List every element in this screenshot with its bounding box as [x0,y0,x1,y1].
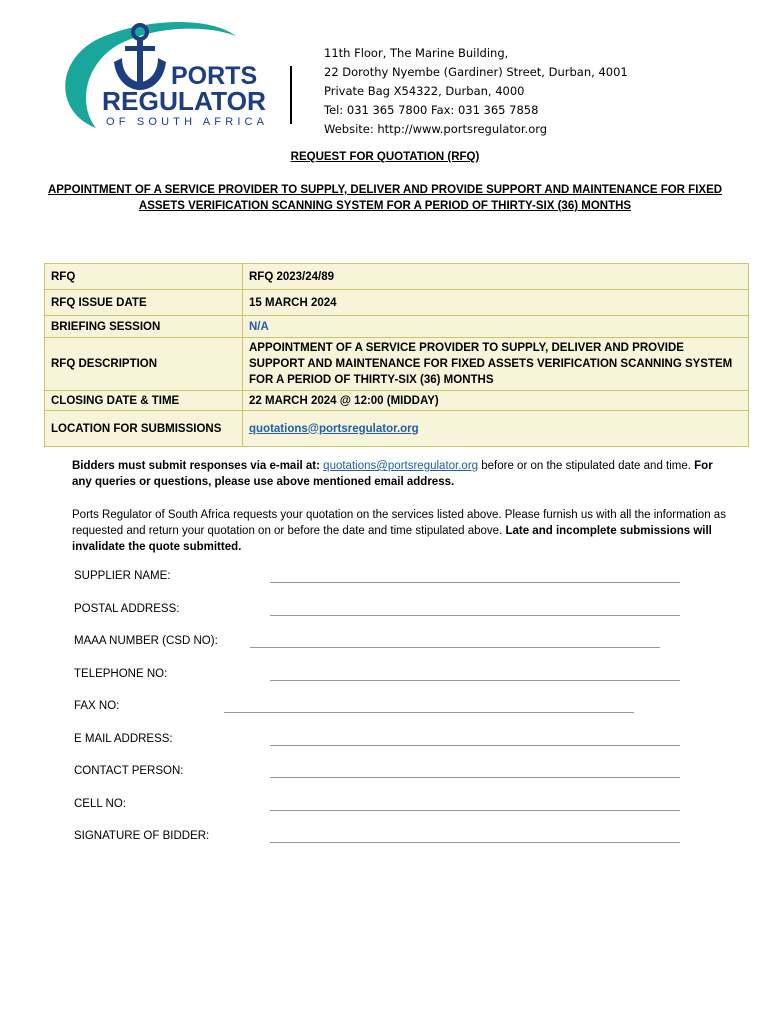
table-row [45,391,749,411]
fax-field[interactable] [224,712,634,713]
logo-ports-text: PORTS [171,62,258,90]
submission-location-cell [243,411,749,447]
form-row-maaa-number [74,635,714,668]
table-row [45,290,749,316]
telephone-field[interactable] [270,680,680,681]
address-block [324,44,628,139]
table-row [45,411,749,447]
logo-tagline: OF SOUTH AFRICA [106,116,264,128]
address-line: 22 Dorothy Nyembe (Gardiner) Street, Durban, 4001 [324,65,628,79]
form-row-email [74,733,714,766]
maaa-number-field[interactable] [250,647,660,648]
instructions-lead: Bidders must submit responses via e-mail at: [72,460,324,472]
logo-graphic [56,18,286,136]
closing-date-label: CLOSING DATE & TIME [45,391,243,411]
issue-date-value: 15 MARCH 2024 [243,290,749,316]
telephone-label: TELEPHONE NO: [74,667,168,680]
postal-address-field[interactable] [270,615,680,616]
postal-address-label: POSTAL ADDRESS: [74,602,180,615]
cell-label: CELL NO: [74,797,126,810]
form-row-supplier-name [74,570,714,603]
signature-label: SIGNATURE OF BIDDER: [74,830,210,842]
cell-field[interactable] [270,810,680,811]
submission-instructions [72,458,732,490]
rfq-value: RFQ 2023/24/89 [243,264,749,290]
email-label: E MAIL ADDRESS: [74,732,173,745]
form-row-signature [74,830,714,863]
header-divider [290,66,292,124]
document-title: REQUEST FOR QUOTATION (RFQ) [290,151,480,163]
rfq-details-table [44,263,749,447]
logo-regulator-text: REGULATOR [102,86,267,116]
closing-date-value: 22 MARCH 2024 @ 12:00 (MIDDAY) [243,391,749,411]
instructions-text: before or on the stipulated date and time. [478,460,695,472]
submission-location-label: LOCATION FOR SUBMISSIONS [45,411,243,447]
supplier-name-label: SUPPLIER NAME: [74,570,171,582]
description-value: APPOINTMENT OF A SERVICE PROVIDER TO SUPPLY, DELIVER AND PROVIDE SUPPORT AND MAINTENANCE FOR FIXED ASSETS VERIFICATION SCANNING SYSTEM FOR A PERIOD OF THIRTY-SIX (36) MONTHS [243,338,749,391]
ports-regulator-logo [56,18,286,136]
fax-label: FAX NO: [74,700,120,712]
signature-field[interactable] [270,842,680,843]
maaa-number-label: MAAA NUMBER (CSD NO): [74,635,218,647]
table-row [45,338,749,391]
submission-email-link[interactable]: quotations@portsregulator.org [249,422,419,435]
form-row-fax [74,700,714,733]
instructions-email-link[interactable]: quotations@portsregulator.org [323,460,479,472]
issue-date-label: RFQ ISSUE DATE [45,290,243,316]
address-line: 11th Floor, The Marine Building, [324,46,509,60]
quotation-notice [72,507,732,555]
contact-person-field[interactable] [270,777,680,778]
form-row-postal-address [74,603,714,636]
table-row [45,264,749,290]
briefing-session-label: BRIEFING SESSION [45,316,243,338]
contact-person-label: CONTACT PERSON: [74,765,184,777]
description-label: RFQ DESCRIPTION [45,338,243,391]
briefing-session-value: N/A [243,316,749,338]
table-row [45,316,749,338]
form-row-telephone [74,668,714,701]
address-line: Website: http://www.portsregulator.org [324,122,548,136]
address-line: Tel: 031 365 7800 Fax: 031 365 7858 [324,103,539,117]
instructions-queries: For any queries or questions, please use above mentioned email address. [72,460,713,488]
supplier-form [74,570,714,863]
address-line: Private Bag X54322, Durban, 4000 [324,84,525,98]
notice-text: Ports Regulator of South Africa requests your quotation on the services listed above. Please furnish us with all the information as requested and return your quotation on or before the date and time stipulated above. [72,509,726,537]
document-subject: APPOINTMENT OF A SERVICE PROVIDER TO SUPPLY, DELIVER AND PROVIDE SUPPORT AND MAINTENANCE FOR FIXED ASSETS VERIFICATION SCANNING SYSTEM FOR A PERIOD OF THIRTY-SIX (36) MONTHS [47,184,723,212]
email-field[interactable] [270,745,680,746]
supplier-name-field[interactable] [270,582,680,583]
rfq-label: RFQ [45,264,243,290]
form-row-contact-person [74,765,714,798]
notice-warning: Late and incomplete submissions will invalidate the quote submitted. [72,525,712,553]
form-row-cell [74,798,714,831]
